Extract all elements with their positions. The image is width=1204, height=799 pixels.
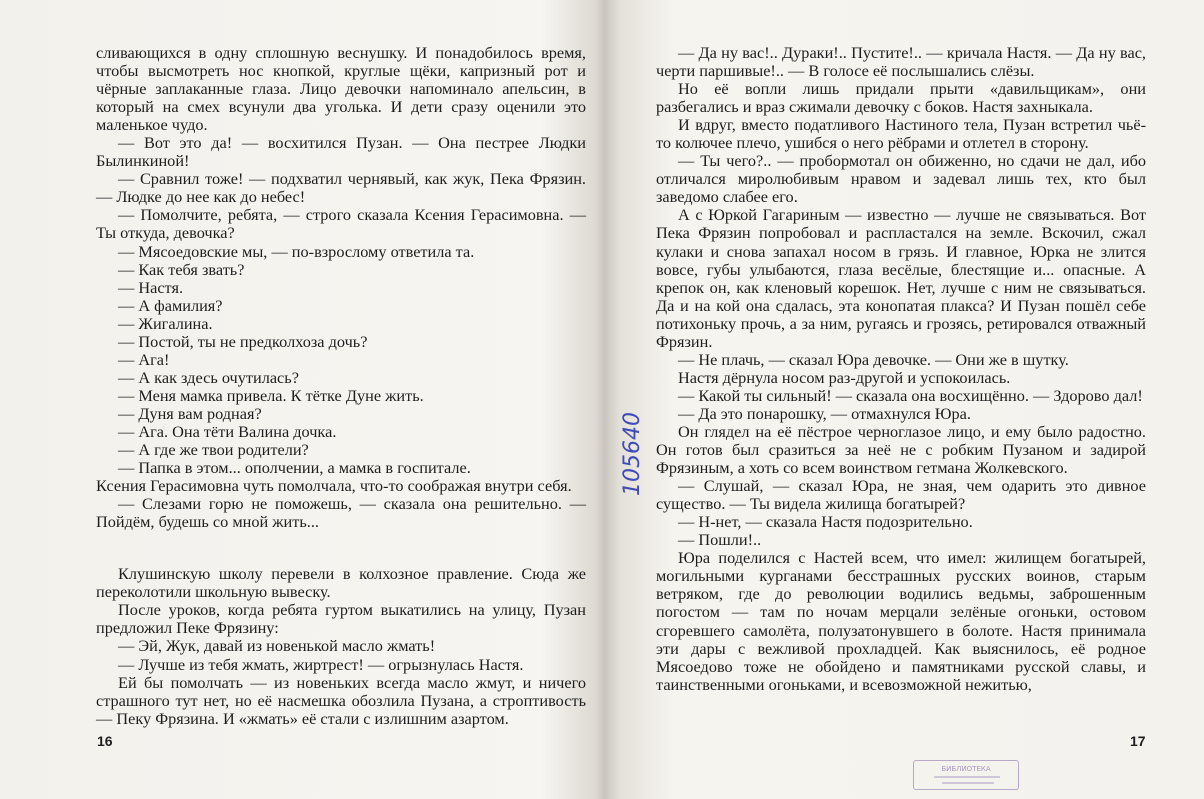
paragraph: — Не плачь, — сказал Юра девочке. — Они же в шутку.: [678, 349, 1069, 369]
handwritten-number-text: 105640: [620, 412, 645, 496]
stamp-graphic: [914, 761, 1018, 789]
paragraph: — Ты чего?.. — пробормотал он обиженно, но сдачи не дал, ибо отличался миролюбивым нравом и задевал лишь тех, кто был заведомо слабее его.: [656, 151, 1146, 207]
paragraph: — А фамилия?: [118, 295, 223, 315]
paragraph: — Лучше из тебя жмать, жиртрест! — огрызнулась Настя.: [118, 654, 524, 674]
paragraph: Он глядел на её пёстрое черноглазое лицо, и ему было радостно. Он готов был сразиться за неё не с робким Пузаном и задирой Фрязиным, а хоть со всем воинством гетмана Жолкевского.: [656, 421, 1146, 478]
paragraph: Ксения Герасимовна чуть помолчала, что-то соображая внутри себя.: [96, 476, 572, 496]
paragraph: — Слушай, — сказал Юра, не зная, чем одарить это дивное существо. — Ты видела жилища богатырей?: [656, 476, 1146, 514]
paragraph: — Сравнил тоже! — подхватил чернявый, как жук, Пека Фрязин. — Людке до нее как до небес!: [96, 169, 586, 207]
paragraph: — Папка в этом... ополчении, а мамка в госпитале.: [118, 458, 471, 478]
paragraph: — Н-нет, — сказала Настя подозрительно.: [678, 512, 973, 532]
paragraph: — Помолчите, ребята, — строго сказала Ксения Герасимовна. — Ты откуда, девочка?: [96, 205, 586, 243]
paragraph: Настя дёрнула носом раз-другой и успокоилась.: [678, 367, 1011, 387]
paragraph: — Ага. Она тёти Валина дочка.: [118, 421, 337, 441]
right-page: [656, 44, 1146, 694]
paragraph: — Дуня вам родная?: [118, 403, 262, 423]
paragraph: — Настя.: [118, 277, 184, 297]
paragraph: — А как здесь очутилась?: [118, 367, 299, 387]
library-stamp: [913, 760, 1019, 790]
paragraph: — Да ну вас!.. Дураки!.. Пустите!.. — кричала Настя. — Да ну вас, черти паршивые!.. — В голосе её послышались слёзы.: [656, 43, 1146, 81]
paragraph: — Ага!: [118, 349, 170, 369]
handwritten-inventory-number: [617, 400, 647, 500]
paragraph: — Эй, Жук, давай из новенькой масло жмать!: [118, 636, 436, 656]
paragraph: Клушинскую школу перевели в колхозное правление. Сюда же переколотили школьную вывеску.: [96, 564, 586, 602]
paragraph: — Жигалина.: [118, 313, 213, 333]
page-number: 17: [1130, 733, 1146, 749]
paragraph: — Вот это да! — восхитился Пузан. — Она пестрее Людки Былинкиной!: [96, 133, 586, 171]
paragraph: — А где же твои родители?: [118, 440, 309, 460]
page-number: 16: [97, 733, 113, 749]
paragraph: — Да это понарошку, — отмахнулся Юра.: [678, 403, 971, 423]
paragraph: Но её вопли лишь придали прыти «давильщикам», они разбегались и враз сжимали девочку с боков. Настя захныкала.: [656, 79, 1146, 117]
paragraph: — Как тебя звать?: [118, 259, 245, 279]
paragraph: Ей бы помолчать — из новеньких всегда масло жмут, и ничего страшного тут нет, но её насмешка обозлила Пузана, а строптивость — Пеку Фрязина. И «жмать» её стали с излишним азартом.: [96, 672, 586, 728]
paragraph: — Слезами горю не поможешь, — сказала она решительно. — Пойдём, будешь со мной жить...: [96, 494, 586, 532]
paragraph: — Меня мамка привела. К тётке Дуне жить.: [118, 385, 424, 405]
paragraph: А с Юркой Гагариным — известно — лучше не связываться. Вот Пека Фрязин попробовал и распластался на земле. Вскочил, сжал кулаки и снова запахал носом в грязь. И главное, Юрка не злится вовсе, губы улыбаются, глаза весёлые, блестящие и... опасные. А крепок он, как кленовый корешок. Нет, лучше с ним не связываться. Да и на кой она сдалась, эта конопатая плакса? И Пузан пошёл себе потихоньку прочь, а за ним, ругаясь и грозясь, ретировался отважный Фрязин.: [656, 205, 1146, 351]
paragraph: — Постой, ты не предколхоза дочь?: [118, 331, 368, 351]
left-page: [96, 44, 586, 728]
stamp-text: БИБЛИОТЕКА: [941, 765, 991, 773]
paragraph: — Какой ты сильный! — сказала она восхищённо. — Здорово дал!: [678, 385, 1143, 405]
paragraph: После уроков, когда ребята гуртом выкатились на улицу, Пузан предложил Пеке Фрязину:: [96, 600, 586, 638]
paragraph: — Мясоедовские мы, — по-взрослому ответила та.: [118, 241, 475, 261]
paragraph: — Пошли!..: [678, 530, 762, 550]
paragraph: сливающихся в одну сплошную веснушку. И понадобилось время, чтобы высмотреть нос кнопкой, круглые щёки, капризный рот и чёрные заплаканные глаза. Лицо девочки напоминало апельсин, в который на смех всунули два уголька. И дети сразу оценили это маленькое чудо.: [96, 43, 586, 135]
paragraph: И вдруг, вместо податливого Настиного тела, Пузан встретил чьё-то колючее плечо, ушибся о него рёбрами и отлетел в сторону.: [656, 115, 1146, 153]
paragraph: Юра поделился с Настей всем, что имел: жилищем богатырей, могильными курганами бесстрашных русских воинов, старым ветряком, где до революции водились ведьмы, заброшенным погостом — там по ночам мерцали зелёные огоньки, остовом сгоревшего самолёта, полузатонувшего в болоте. Настя принимала эти дары с вежливой прохладцей. Как выяснилось, её родное Мясоедово тоже не обойдено и памятниками русской славы, и таинственными огоньками, и всевозможной нежитью,: [656, 548, 1146, 694]
